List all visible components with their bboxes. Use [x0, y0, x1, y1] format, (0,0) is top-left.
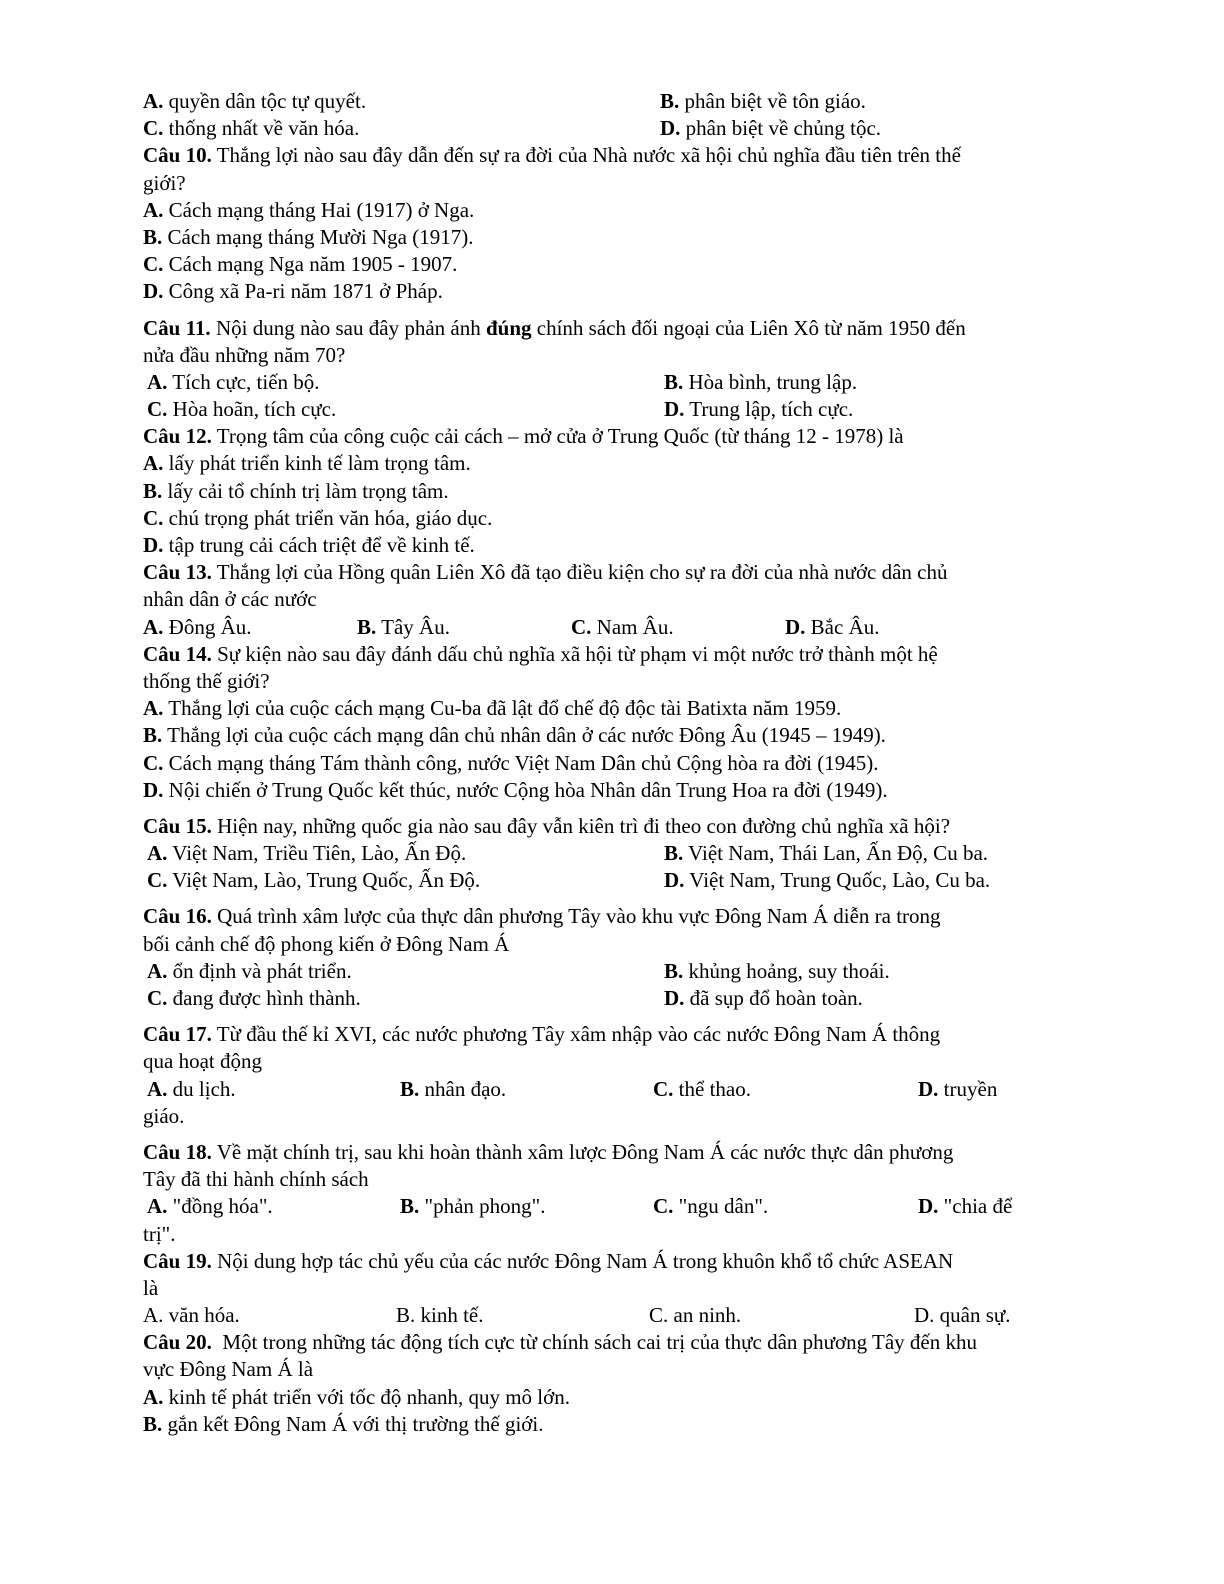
- q10-option-a: A. Cách mạng tháng Hai (1917) ở Nga.: [143, 197, 475, 222]
- q9-option-b: B. phân biệt về tôn giáo.: [660, 89, 866, 113]
- q9-option-a: A. quyền dân tộc tự quyết.: [143, 89, 367, 113]
- q18-option-d-cont: trị".: [143, 1221, 176, 1246]
- q13-option-a: A. Đông Âu.: [143, 614, 252, 639]
- q13-options-row: [143, 614, 1083, 641]
- q10-option-d: D. Công xã Pa-ri năm 1871 ở Pháp.: [143, 279, 443, 304]
- q19-label: Câu 19.: [143, 1248, 212, 1273]
- q19-option-a: A. văn hóa.: [143, 1303, 240, 1328]
- q15-option-d: D. Việt Nam, Trung Quốc, Lào, Cu ba.: [664, 868, 991, 893]
- q17-option-d-cont: giáo.: [143, 1103, 185, 1128]
- q18-options-row: [143, 1193, 1083, 1220]
- q20-option-a: A. kinh tế phát triển với tốc độ nhanh, quy mô lớn.: [143, 1384, 570, 1409]
- q9-options-row-1: [143, 88, 1083, 115]
- q19-options-row: [143, 1302, 1083, 1329]
- q19-option-b: B. kinh tế.: [396, 1303, 484, 1328]
- q11-option-b: B. Hòa bình, trung lập.: [664, 369, 858, 394]
- q11-label: Câu 11.: [143, 315, 211, 340]
- q11-option-a: A. Tích cực, tiến bộ.: [147, 369, 320, 394]
- q17-option-c: C. thể thao.: [653, 1076, 751, 1101]
- q15-label: Câu 15.: [143, 813, 212, 838]
- q14-label: Câu 14.: [143, 641, 212, 666]
- q18-stem: Câu 18. Về mặt chính trị, sau khi hoàn thành xâm lược Đông Nam Á các nước thực dân phương: [143, 1139, 954, 1164]
- q16-options-row-1: [143, 958, 1083, 985]
- q9-option-c: C. thống nhất về văn hóa.: [143, 116, 360, 141]
- q14-option-a: A. Thắng lợi của cuộc cách mạng Cu-ba đã lật đổ chế độ độc tài Batixta năm 1959.: [143, 696, 842, 721]
- q14-stem-cont: thống thế giới?: [143, 668, 270, 693]
- q11-stem-cont: nửa đầu những năm 70?: [143, 342, 346, 367]
- q16-option-a: A. ổn định và phát triển.: [147, 958, 352, 983]
- q17-option-b: B. nhân đạo.: [400, 1076, 507, 1101]
- q10-label: Câu 10.: [143, 143, 212, 168]
- q10-stem-cont: giới?: [143, 170, 186, 195]
- q10-stem: Câu 10. Thắng lợi nào sau đây dẫn đến sự ra đời của Nhà nước xã hội chủ nghĩa đầu tiên trên thế: [143, 143, 961, 168]
- q13-stem: Câu 13. Thắng lợi của Hồng quân Liên Xô đã tạo điều kiện cho sự ra đời của nhà nước dân chủ: [143, 560, 948, 585]
- q10-option-c: C. Cách mạng Nga năm 1905 - 1907.: [143, 252, 458, 277]
- q13-label: Câu 13.: [143, 560, 212, 585]
- q12-label: Câu 12.: [143, 424, 212, 449]
- q17-option-d: D. truyền: [918, 1076, 998, 1101]
- q19-option-d: D. quân sự.: [914, 1303, 1011, 1328]
- q16-options-row-2: [143, 985, 1083, 1012]
- q12-option-c: C. chú trọng phát triển văn hóa, giáo dục.: [143, 505, 493, 530]
- q11-options-row-2: [143, 396, 1083, 423]
- q9-option-d: D. phân biệt về chủng tộc.: [660, 116, 882, 141]
- q18-label: Câu 18.: [143, 1139, 212, 1164]
- q9-options-row-2: [143, 115, 1083, 142]
- q12-option-b: B. lấy cải tổ chính trị làm trọng tâm.: [143, 478, 449, 503]
- q15-options-row-2: [143, 867, 1083, 894]
- q14-option-d: D. Nội chiến ở Trung Quốc kết thúc, nước Cộng hòa Nhân dân Trung Hoa ra đời (1949).: [143, 777, 888, 802]
- q16-stem-cont: bối cảnh chế độ phong kiến ở Đông Nam Á: [143, 931, 510, 956]
- q14-option-c: C. Cách mạng tháng Tám thành công, nước Việt Nam Dân chủ Cộng hòa ra đời (1945).: [143, 750, 879, 775]
- q11-option-d: D. Trung lập, tích cực.: [664, 397, 854, 422]
- exam-page: [143, 88, 1083, 1438]
- q19-stem-cont: là: [143, 1275, 159, 1300]
- q17-options-row: [143, 1076, 1083, 1103]
- q20-option-b: B. gắn kết Đông Nam Á với thị trường thế giới.: [143, 1411, 544, 1436]
- q17-stem-cont: qua hoạt động: [143, 1049, 262, 1074]
- q14-stem: Câu 14. Sự kiện nào sau đây đánh dấu chủ nghĩa xã hội từ phạm vi một nước trở thành một hệ: [143, 641, 938, 666]
- q11-option-c: C. Hòa hoãn, tích cực.: [147, 397, 337, 422]
- q13-option-d: D. Bắc Âu.: [785, 614, 880, 639]
- q20-stem-cont: vực Đông Nam Á là: [143, 1357, 314, 1382]
- q18-option-d: D. "chia để: [918, 1194, 1013, 1219]
- q12-option-a: A. lấy phát triển kinh tế làm trọng tâm.: [143, 451, 471, 476]
- q15-options-row-1: [143, 840, 1083, 867]
- q11-options-row-1: [143, 369, 1083, 396]
- q19-stem: Câu 19. Nội dung hợp tác chủ yếu của các nước Đông Nam Á trong khuôn khổ tổ chức ASEAN: [143, 1248, 954, 1273]
- q16-option-c: C. đang được hình thành.: [147, 986, 361, 1010]
- q18-stem-cont: Tây đã thi hành chính sách: [143, 1167, 369, 1192]
- q10-option-b: B. Cách mạng tháng Mười Nga (1917).: [143, 224, 474, 249]
- q12-option-d: D. tập trung cải cách triệt để về kinh tế.: [143, 533, 475, 557]
- q19-option-c: C. an ninh.: [649, 1303, 742, 1328]
- q12-stem: Câu 12. Trọng tâm của công cuộc cải cách – mở cửa ở Trung Quốc (từ tháng 12 - 1978) là: [143, 424, 904, 449]
- q11-stem: Câu 11. Nội dung nào sau đây phản ánh đúng chính sách đối ngoại của Liên Xô từ năm 1950 đến: [143, 315, 966, 340]
- q20-label: Câu 20.: [143, 1330, 212, 1355]
- q17-option-a: A. du lịch.: [147, 1076, 236, 1101]
- q17-stem: Câu 17. Từ đầu thế kỉ XVI, các nước phương Tây xâm nhập vào các nước Đông Nam Á thông: [143, 1022, 941, 1047]
- q13-option-c: C. Nam Âu.: [571, 614, 674, 639]
- q13-option-b: B. Tây Âu.: [357, 614, 450, 639]
- q15-option-c: C. Việt Nam, Lào, Trung Quốc, Ấn Độ.: [147, 868, 481, 893]
- q16-option-d: D. đã sụp đổ hoàn toàn.: [664, 986, 863, 1010]
- q15-stem: Câu 15. Hiện nay, những quốc gia nào sau đây vẫn kiên trì đi theo con đường chủ nghĩa xã hội?: [143, 813, 951, 838]
- q16-option-b: B. khủng hoảng, suy thoái.: [664, 958, 890, 983]
- q13-stem-cont: nhân dân ở các nước: [143, 587, 317, 612]
- q18-option-a: A. "đồng hóa".: [147, 1194, 273, 1219]
- q15-option-a: A. Việt Nam, Triều Tiên, Lào, Ấn Độ.: [147, 841, 467, 866]
- q18-option-b: B. "phản phong".: [400, 1194, 546, 1219]
- q18-option-c: C. "ngu dân".: [653, 1194, 769, 1219]
- q16-stem: Câu 16. Quá trình xâm lược của thực dân phương Tây vào khu vực Đông Nam Á diễn ra trong: [143, 904, 941, 929]
- q20-stem: Câu 20. Một trong những tác động tích cực từ chính sách cai trị của thực dân phương Tây đến khu: [143, 1330, 977, 1355]
- q15-option-b: B. Việt Nam, Thái Lan, Ấn Độ, Cu ba.: [664, 841, 989, 866]
- q16-label: Câu 16.: [143, 904, 212, 929]
- q14-option-b: B. Thắng lợi của cuộc cách mạng dân chủ nhân dân ở các nước Đông Âu (1945 – 1949).: [143, 723, 886, 748]
- q17-label: Câu 17.: [143, 1022, 212, 1047]
